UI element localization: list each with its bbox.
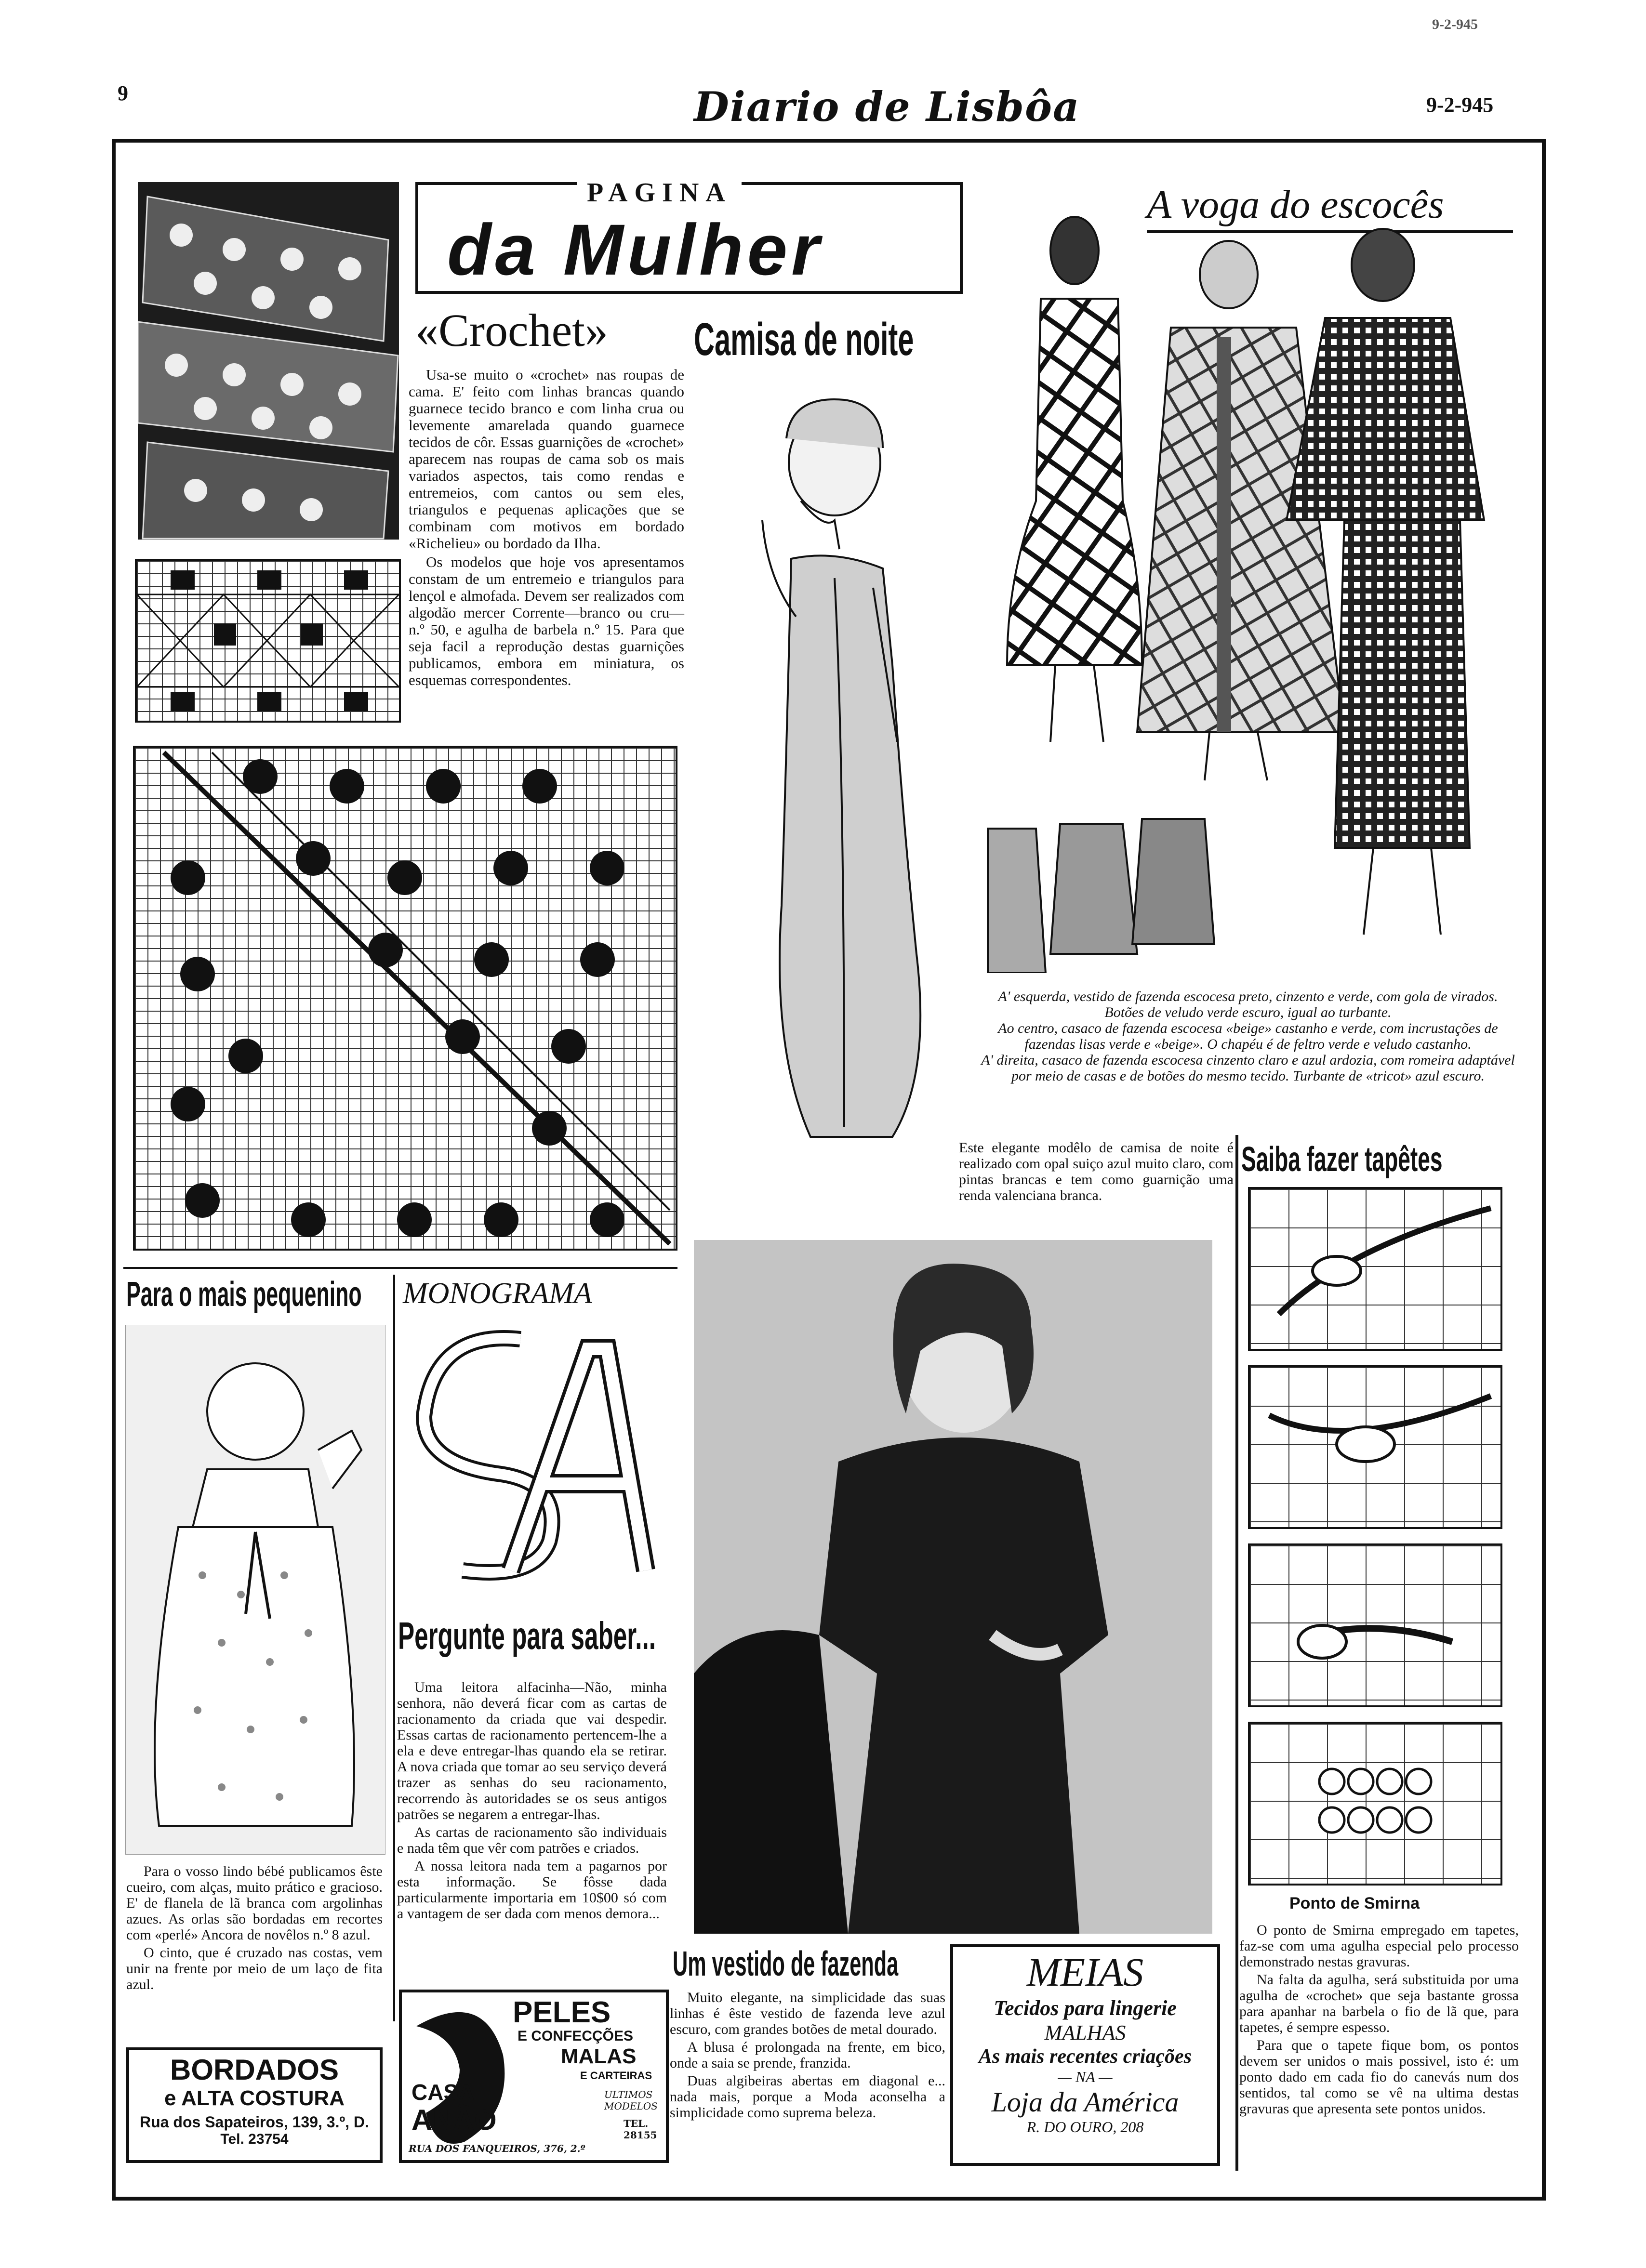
pergunte-paragraph: A nossa leitora nada tem a pagarnos por esta informação. Se fôsse dada particularmente importaria em 10$00 só com a vantagem de ser dada com menos demora... [397,1858,667,1922]
peles-address: RUA DOS FANQUEIROS, 376, 2.º [409,2143,585,2154]
pergunte-paragraph: Uma leitora alfacinha—Não, minha senhora, não deverá ficar com as cartas de racionamento da criada que vai despedir. Essas cartas de racionamento pertencem-lhe a ela e deve entregar-lhas quando ela se retirar. A nova criada que tomar ao seu serviço deverá trazer as senhas do seu racionamento, recorrendo às autoridades se os seus antigos patrões se negarem a entregar-lhas. [397,1679,667,1822]
meias-ad [950,1944,1220,2166]
crochet-text [409,366,684,690]
pequenino-title: Para o mais pequenino [126,1275,362,1314]
peles-tag2: MODELOS [604,2100,658,2112]
header-date: 9-2-945 [1426,93,1494,117]
escoces-illustration [978,183,1532,973]
camisa-illustration [690,376,960,1166]
escoces-title: A voga do escocês [1147,182,1444,227]
vestido-title: Um vestido de fazenda [673,1945,899,1983]
meias-line2: Tecidos para lingerie [994,1996,1177,2020]
escoces-captions [978,989,1518,1084]
meias-line5: — NA — [1058,2068,1113,2085]
meias-line4: As mais recentes criações [978,2045,1192,2068]
peles-ad [399,1990,669,2163]
bordados-ad [126,2047,383,2163]
pequenino-paragraph: Para o vosso lindo bébé publicamos êste cueiro, com alças, muito prático e gracioso. E' de flanela de lã branca com argolinhas azues. As orlas são bordadas em recortes com «perlé» Ancora de novêlos n.º 8 azul. [126,1863,383,1943]
monograma-left-rule [393,1275,395,2021]
peles-line2: E CONFECÇÕES [518,2028,634,2044]
tapetes-text [1239,1922,1519,2119]
tapetes-paragraph: O ponto de Smirna empregado em tapetes, faz-se com uma agulha especial pelo processo demonstrado nestas gravuras. [1239,1922,1519,1970]
escoces-caption-left: A' esquerda, vestido de fazenda escocesa preto, cinzento e verde, com gola de virados. Botões de veludo verde escuro, igual ao turbante. [998,989,1498,1020]
vestido-paragraph: Muito elegante, na simplicidade das suas linhas é êste vestido de fazenda leve azul escuro, com grandes botões de metal dourado. [670,1990,945,2037]
tapetes-step-2 [1248,1365,1502,1529]
crochet-paragraph: Usa-se muito o «crochet» nas roupas de cama. E' feito com linhas brancas quando guarnece tecido branco e com linha crua ou levemente amarelada quando guarnece tecidos de côr. Essas guarnições de «crochet» aparecem nas roupas de cama sob os mais variados aspectos, tais como rendas e entremeios, com cantos ou sem eles, triangulos e pequenas aplicações que se combinam com motivos em bordado «Richelieu» ou bordado da Ilha. [409,366,684,552]
peles-line4: E CARTEIRAS [580,2070,652,2082]
bordados-ad-line2: e ALTA COSTURA [164,2086,345,2110]
tapetes-step-1 [1248,1187,1502,1351]
page-number: 9 [118,81,128,105]
tapetes-step-4 [1248,1722,1502,1886]
vestido-photo [694,1240,1212,1934]
baby-illustration [125,1325,385,1855]
tapetes-step-3 [1248,1543,1502,1707]
crochet-photo [138,182,399,540]
crochet-triangle-chart [133,746,677,1251]
peles-tag1: ULTIMOS [604,2089,653,2100]
escoces-caption-right: A' direita, casaco de fazenda escocesa cinzento claro e azul ardozia, com romeira adaptável por meio de casas e de botões do mesmo tecido. Turbante de «tricot» azul escuro. [981,1052,1515,1084]
tapetes-left-rule [1235,1135,1238,2171]
tapetes-figure-caption: Ponto de Smirna [1289,1894,1420,1912]
peles-line1: PELES [513,1996,611,2029]
pequenino-paragraph: O cinto, que é cruzado nas costas, vem unir na frente por meio de um laço de fita azul. [126,1945,383,1992]
column-divider [123,1267,677,1269]
monograma-title: MONOGRAMA [403,1277,592,1310]
tapetes-title: Saiba fazer tapêtes [1241,1140,1443,1179]
crochet-strip-chart [135,559,401,723]
bordados-ad-line1: BORDADOS [170,2054,339,2086]
peles-line3: MALAS [561,2044,637,2068]
pequenino-text [126,1863,383,1994]
section-title: da Mulher [447,209,823,290]
vestido-text [670,1990,945,2123]
pergunte-text [397,1679,667,1924]
bordados-ad-line4: Tel. 23754 [220,2131,289,2147]
bordados-ad-line3: Rua dos Sapateiros, 139, 3.º, D. [140,2113,369,2131]
vestido-paragraph: Duas algibeiras abertas em diagonal e... nada mais, porque a Moda aconselha a simplicidade como suprema beleza. [670,2073,945,2121]
crochet-paragraph: Os modelos que hoje vos apresentamos constam de um entremeio e triangulos para lençol e almofada. Devem ser realizados com algodão mercer Corrente—branco ou cru—n.º 50, e agulha de barbela n.º 15. Para que seja facil a reprodução destas guarnições publicamos, embora em miniatura, os esquemas correspondentes. [409,554,684,688]
crochet-title: «Crochet» [415,304,608,356]
meias-line1: MEIAS [1026,1950,1144,1995]
masthead: Diario de Lisbôa [694,83,1080,131]
peles-brand1: CASA [412,2080,475,2105]
pergunte-title: Pergunte para saber... [398,1614,656,1657]
meias-line7: R. DO OURO, 208 [1026,2118,1144,2136]
tapetes-paragraph: Para que o tapete fique bom, os pontos devem ser unidos o mais possivel, isto é: um ponto dado em cada fio do canevás num dos sentidos, tal como se vê na ultima destas gravuras que apresenta sete pontos unidos. [1239,2037,1519,2117]
pergunte-paragraph: As cartas de racionamento são individuais e nada têm que vêr com patrões e criados. [397,1824,667,1856]
tapetes-paragraph: Na falta da agulha, será substituida por uma agulha de «crochet» que seja bastante grossa para apanhar na barbela o fio de lã que, para tapetes, é sempre espesso. [1239,1972,1519,2035]
peles-tel-label: TEL. [624,2118,649,2129]
meias-line6: Loja da América [991,2086,1179,2118]
camisa-caption: Este elegante modêlo de camisa de noite é realizado com opal suiço azul muito claro, com pintas brancas e tem como guarnição uma renda valenciana branca. [959,1140,1234,1203]
escoces-caption-center: Ao centro, casaco de fazenda escocesa «beige» castanho e verde, com incrustações de fazendas lisas verde e «beige». O chapéu é de feltro verde e veludo castanho. [998,1020,1498,1052]
section-title-box [415,178,963,294]
monograma-illustration [405,1320,675,1590]
peles-brand2: ANÃO [412,2104,497,2136]
meias-line3: MALHAS [1044,2021,1126,2044]
top-right-stamp: 9-2-945 [1432,16,1478,32]
peles-tel: 28155 [624,2129,657,2141]
vestido-paragraph: A blusa é prolongada na frente, em bico, onde a saia se prende, franzida. [670,2039,945,2071]
camisa-title: Camisa de noite [694,314,914,365]
section-kicker: PAGINA [577,177,742,208]
